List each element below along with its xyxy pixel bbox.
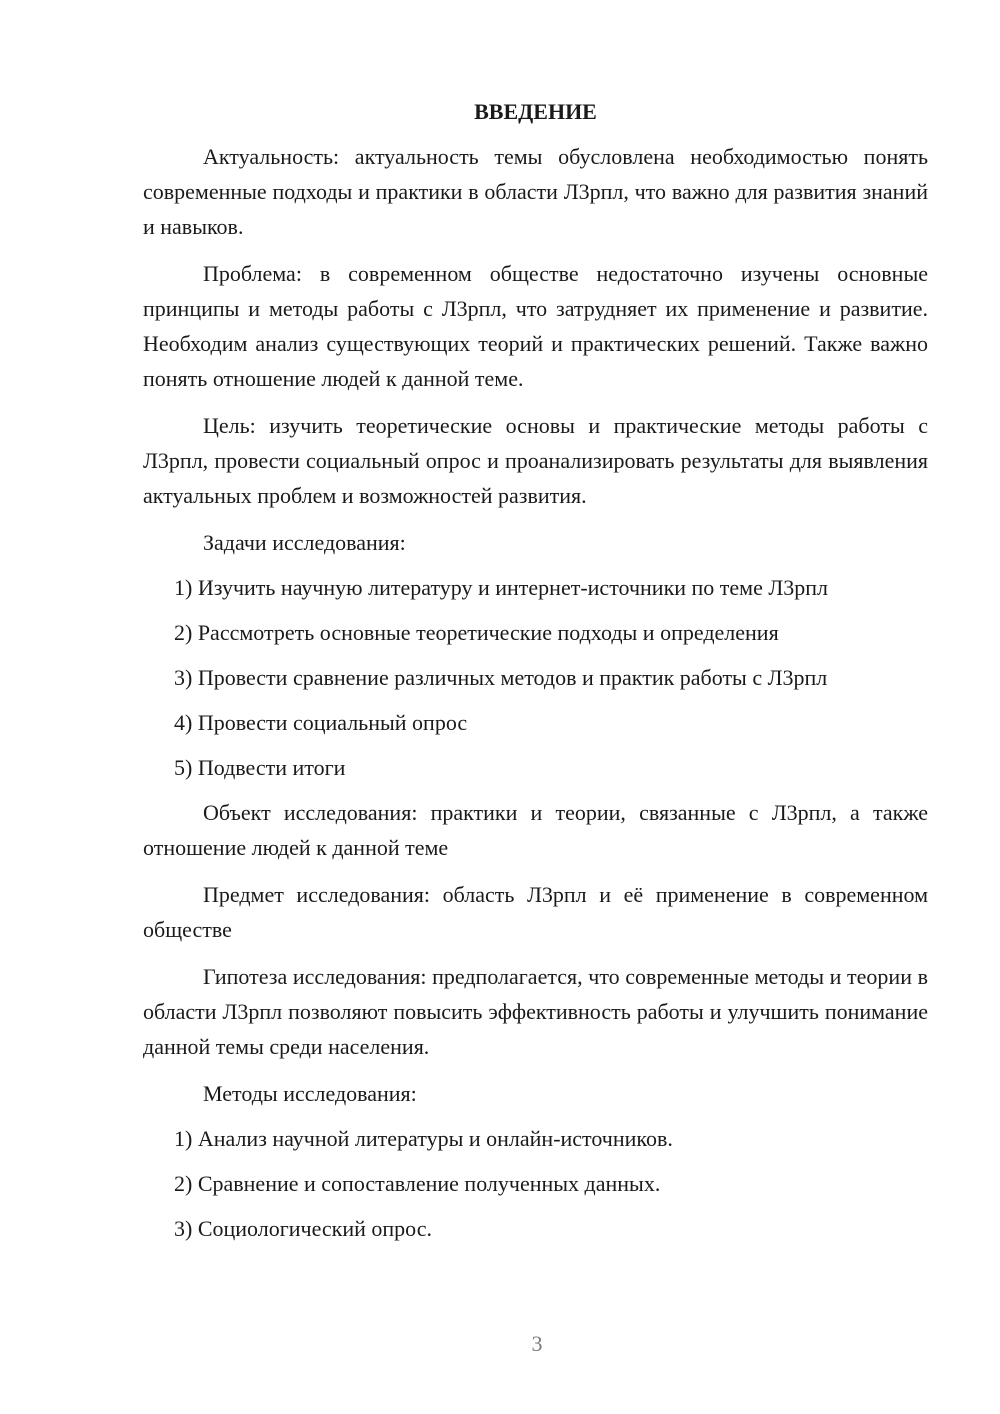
list-item: 3) Социологический опрос. [174, 1216, 432, 1241]
problem-paragraph: Проблема: в современном обществе недостаточно изучены основные принципы и методы работы с Л3рпл, что затрудняет их применение и развитие. Необходим анализ существующих теорий и практических решений. Также важно понять отношение людей к данной теме. [143, 261, 928, 391]
hypothesis-paragraph: Гипотеза исследования: предполагается, что современные методы и теории в области Л3рпл позволяют повысить эффективность работы и улучшить понимание данной темы среди населения. [143, 964, 928, 1059]
section-title: ВВЕДЕНИЕ [474, 99, 597, 124]
list-item: 2) Сравнение и сопоставление полученных данных. [174, 1171, 661, 1196]
page-number: 3 [531, 1331, 543, 1356]
subject-paragraph: Предмет исследования: область Л3рпл и её применение в современном обществе [143, 882, 928, 942]
tasks-heading: Задачи исследования: [203, 530, 406, 555]
relevance-paragraph: Актуальность: актуальность темы обусловлена необходимостью понять современные подходы и практики в области Л3рпл, что важно для развития знаний и навыков. [143, 144, 928, 239]
list-item: 2) Рассмотреть основные теоретические подходы и определения [174, 620, 779, 645]
methods-heading: Методы исследования: [203, 1081, 417, 1106]
list-item: 1) Анализ научной литературы и онлайн-источников. [174, 1126, 673, 1151]
list-item: 1) Изучить научную литературу и интернет-источники по теме Л3рпл [174, 575, 829, 600]
goal-paragraph: Цель: изучить теоретические основы и практические методы работы с Л3рпл, провести социальный опрос и проанализировать результаты для выявления актуальных проблем и возможностей развития. [143, 413, 928, 508]
list-item: 4) Провести социальный опрос [174, 710, 468, 735]
methods-list [143, 1121, 928, 1246]
document-body [143, 94, 928, 1256]
tasks-list [143, 570, 928, 785]
list-item: 3) Провести сравнение различных методов и практик работы с Л3рпл [174, 665, 828, 690]
list-item: 5) Подвести итоги [174, 755, 346, 780]
object-paragraph: Объект исследования: практики и теории, связанные с Л3рпл, а также отношение людей к данной теме [143, 800, 928, 860]
